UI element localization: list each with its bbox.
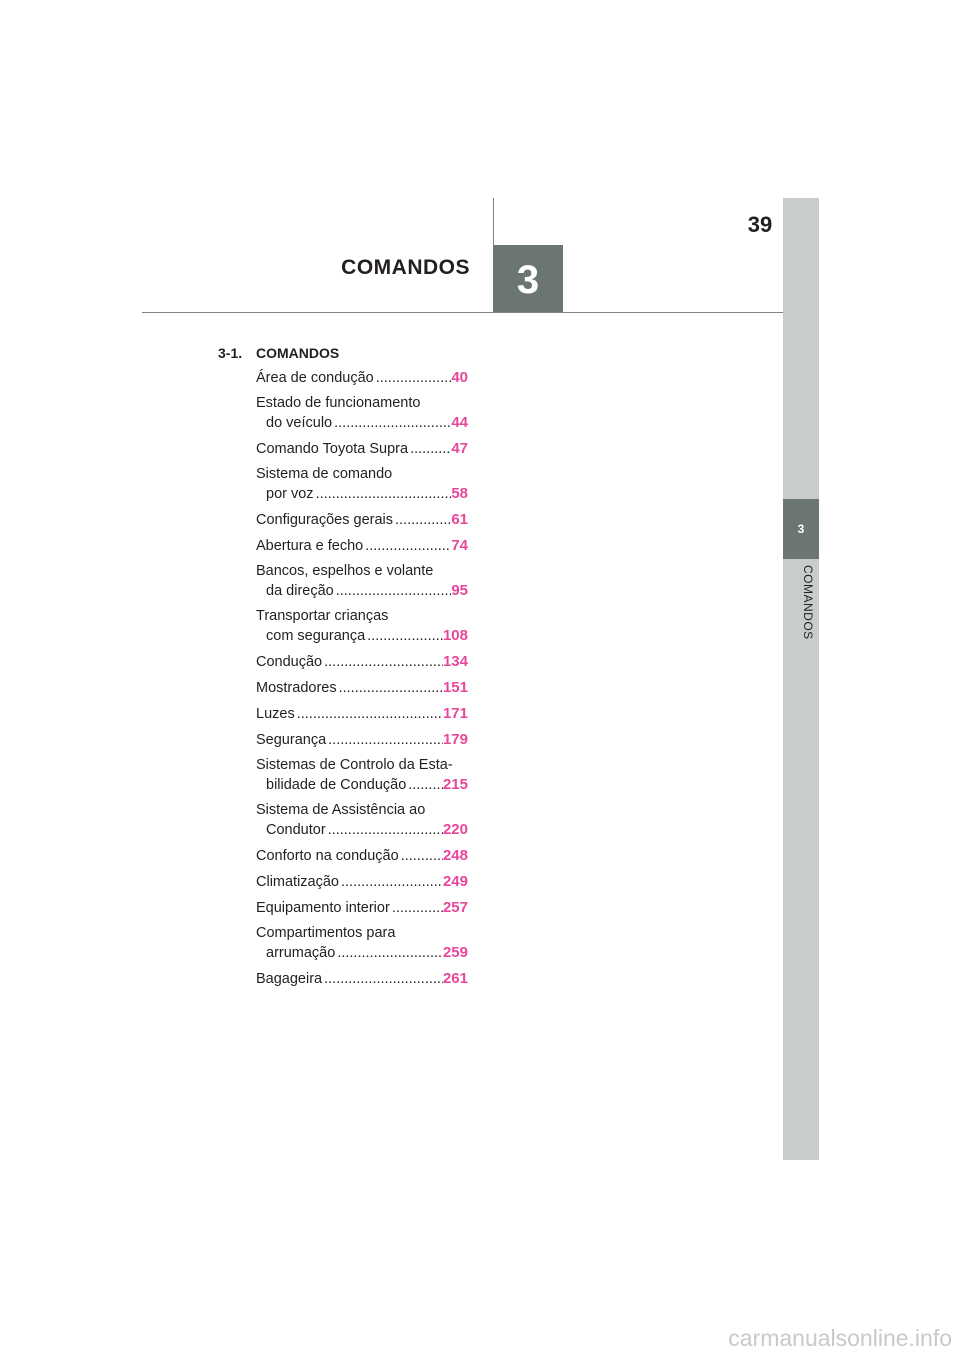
toc-entry-leader-line — [256, 413, 468, 433]
toc-entry-title: bilidade de Condução — [266, 777, 407, 793]
toc-page-link[interactable]: 95 — [451, 582, 468, 599]
dot-leader — [322, 653, 443, 672]
dot-leader — [408, 440, 451, 459]
toc-entry[interactable] — [256, 704, 468, 724]
toc-entry-title: Configurações gerais — [256, 512, 394, 528]
toc-entry[interactable] — [256, 898, 468, 918]
toc-page-link[interactable]: 40 — [451, 369, 468, 386]
dot-leader — [335, 944, 443, 963]
dot-leader — [314, 485, 452, 504]
section-title: COMANDOS — [256, 345, 340, 361]
toc-entry-title-line: Sistema de Assistência ao — [256, 802, 426, 818]
dot-leader — [337, 679, 443, 698]
toc-entry-leader-line — [256, 820, 468, 840]
toc-entry[interactable] — [256, 465, 468, 504]
toc-page-link[interactable]: 261 — [442, 970, 468, 987]
toc-entry-title-line: Bancos, espelhos e volante — [256, 563, 434, 579]
toc-entry-leader-line — [256, 730, 468, 750]
toc-page-link[interactable]: 61 — [451, 511, 468, 528]
toc-entry-title: Climatização — [256, 874, 339, 890]
dot-leader — [334, 582, 452, 601]
header-rule — [142, 312, 784, 313]
toc-entry-title-line: Sistemas de Controlo da Esta- — [256, 757, 453, 773]
toc-entry-title: do veículo — [266, 415, 333, 431]
toc-entry-title: Bagageira — [256, 971, 323, 987]
toc-entry[interactable] — [256, 368, 468, 388]
toc-entry-leader-line — [256, 368, 468, 388]
toc-entry-leader-line — [256, 536, 468, 556]
toc-page-link[interactable]: 171 — [442, 705, 468, 722]
toc-entry-title: com segurança — [266, 628, 366, 644]
toc-entry-leader-line — [256, 626, 468, 646]
section-header — [218, 345, 468, 361]
toc-entry-leader-line — [256, 898, 468, 918]
toc-entry-leader-line — [256, 510, 468, 530]
toc-entry-title: Luzes — [256, 706, 295, 722]
chapter-title: COMANDOS — [341, 256, 470, 279]
dot-leader — [326, 821, 443, 840]
side-tab-number[interactable]: 3 — [783, 499, 819, 559]
dot-leader — [332, 414, 451, 433]
toc-entry-title: Segurança — [256, 732, 327, 748]
toc-entry-title-line: Sistema de comando — [256, 466, 393, 482]
toc-entry-leader-line — [256, 652, 468, 672]
toc-entry-leader-line — [256, 678, 468, 698]
toc-entry-title-line: Estado de funcionamento — [256, 395, 421, 411]
toc-entries — [218, 368, 468, 989]
toc-entry-title: arrumação — [266, 945, 336, 961]
toc-entry-title: Mostradores — [256, 680, 337, 696]
watermark: carmanualsonline.info — [728, 1325, 952, 1351]
section-number: 3-1. — [218, 345, 243, 361]
toc-entry[interactable] — [256, 439, 468, 459]
dot-leader — [390, 899, 443, 918]
toc-entry-title: Conforto na condução — [256, 848, 399, 864]
toc-page-link[interactable]: 259 — [442, 944, 468, 961]
toc-entry[interactable] — [256, 924, 468, 963]
dot-leader — [365, 627, 443, 646]
toc-entry-leader-line — [256, 439, 468, 459]
toc-entry-title: por voz — [266, 486, 314, 502]
table-of-contents — [218, 345, 468, 995]
vertical-rule — [493, 198, 494, 245]
chapter-number-box: 3 — [493, 245, 563, 313]
toc-page-link[interactable]: 74 — [451, 537, 468, 554]
toc-page-link[interactable]: 108 — [442, 627, 468, 644]
toc-page-link[interactable]: 249 — [442, 873, 468, 890]
toc-page-link[interactable]: 248 — [442, 847, 468, 864]
toc-entry[interactable] — [256, 536, 468, 556]
dot-leader — [399, 847, 443, 866]
toc-entry-title: Área de condução — [256, 370, 374, 386]
toc-entry-title-line: Transportar crianças — [256, 608, 389, 624]
toc-entry[interactable] — [256, 607, 468, 646]
toc-entry-title: Abertura e fecho — [256, 538, 364, 554]
toc-entry[interactable] — [256, 846, 468, 866]
toc-entry-leader-line — [256, 943, 468, 963]
toc-page-link[interactable]: 47 — [451, 440, 468, 457]
dot-leader — [295, 705, 443, 724]
toc-entry[interactable] — [256, 801, 468, 840]
toc-entry-title: Equipamento interior — [256, 900, 390, 916]
toc-entry-leader-line — [256, 969, 468, 989]
dot-leader — [322, 970, 443, 989]
dot-leader — [393, 511, 451, 530]
dot-leader — [326, 731, 443, 750]
toc-entry-title: Condução — [256, 654, 323, 670]
toc-page-link[interactable]: 257 — [442, 899, 468, 916]
toc-entry[interactable] — [256, 678, 468, 698]
toc-entry-leader-line — [256, 775, 468, 795]
toc-entry-title: Comando Toyota Supra — [256, 441, 409, 457]
toc-page-link[interactable]: 179 — [442, 731, 468, 748]
toc-entry[interactable] — [256, 394, 468, 433]
side-tab — [783, 198, 819, 1160]
side-tab-label: COMANDOS — [801, 565, 815, 640]
toc-entry[interactable] — [256, 562, 468, 601]
toc-entry[interactable] — [256, 730, 468, 750]
toc-entry-leader-line — [256, 846, 468, 866]
dot-leader — [339, 873, 443, 892]
toc-page-link[interactable]: 215 — [442, 776, 468, 793]
toc-page-link[interactable]: 134 — [442, 653, 468, 670]
toc-entry[interactable] — [256, 510, 468, 530]
toc-entry-leader-line — [256, 581, 468, 601]
toc-entry-title: Condutor — [266, 822, 326, 838]
dot-leader — [374, 369, 452, 388]
toc-page-link[interactable]: 151 — [442, 679, 468, 696]
toc-entry-title: da direção — [266, 583, 334, 599]
toc-entry[interactable] — [256, 969, 468, 989]
page-number: 39 — [747, 212, 773, 237]
toc-entry-title-line: Compartimentos para — [256, 925, 396, 941]
toc-entry-leader-line — [256, 484, 468, 504]
toc-entry-leader-line — [256, 704, 468, 724]
toc-page-link[interactable]: 44 — [451, 414, 468, 431]
toc-entry[interactable] — [256, 652, 468, 672]
toc-entry[interactable] — [256, 756, 468, 795]
dot-leader — [406, 776, 443, 795]
dot-leader — [363, 537, 451, 556]
toc-page-link[interactable]: 220 — [442, 821, 468, 838]
toc-entry[interactable] — [256, 872, 468, 892]
toc-page-link[interactable]: 58 — [451, 485, 468, 502]
toc-entry-leader-line — [256, 872, 468, 892]
